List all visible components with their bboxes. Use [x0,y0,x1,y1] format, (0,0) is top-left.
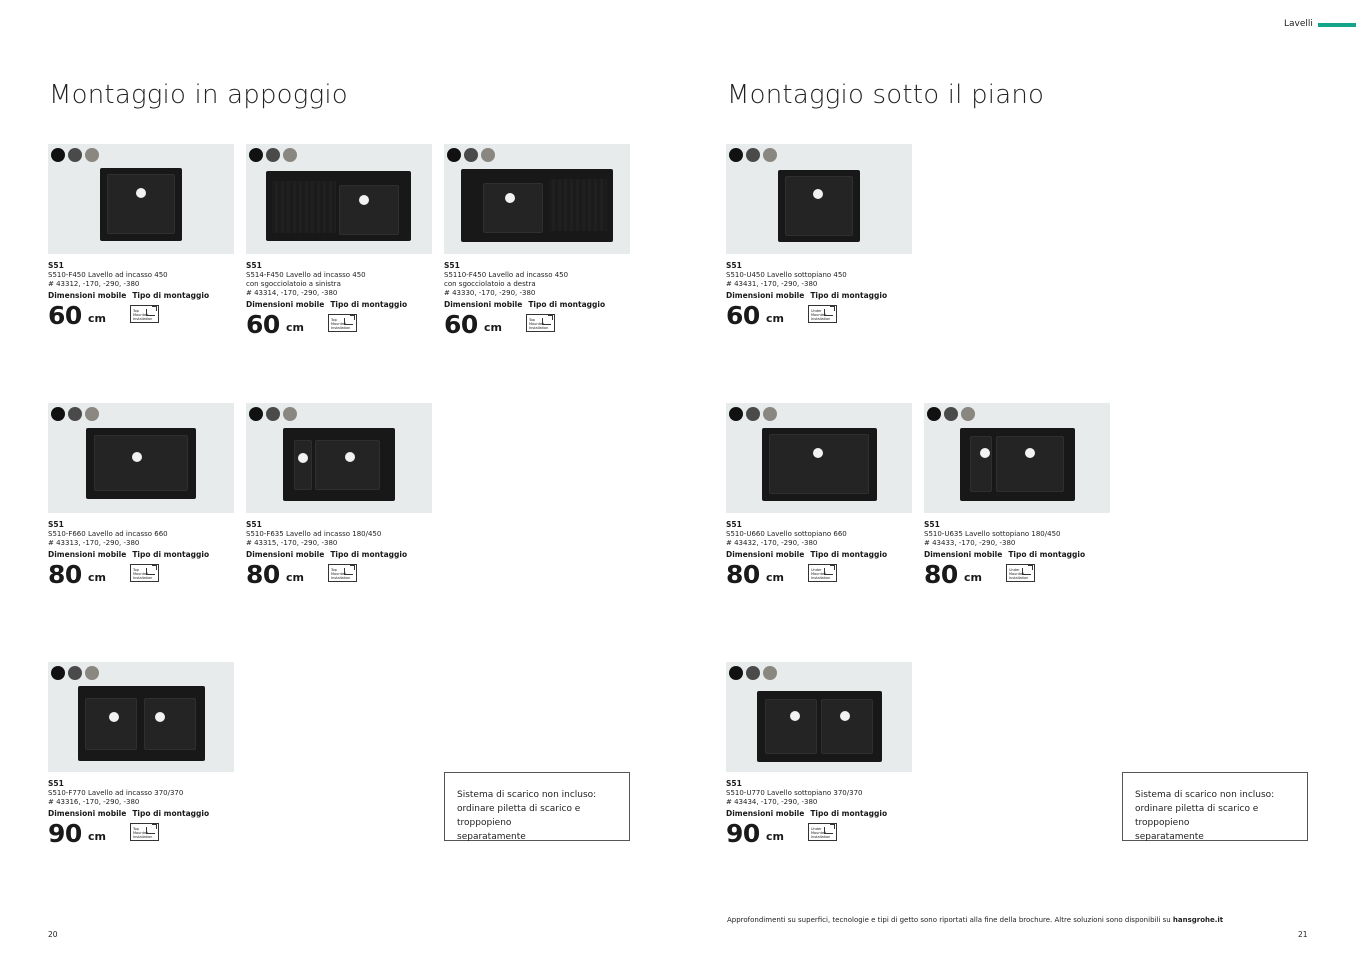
spec-labels [444,300,630,310]
dimension-label: Dimensioni mobile [48,550,127,559]
color-swatch[interactable] [464,148,478,162]
color-swatch[interactable] [51,148,65,162]
color-swatch[interactable] [85,148,99,162]
size-unit: cm [88,312,106,325]
mount-type-icon [526,314,555,332]
product-card[interactable] [48,662,234,849]
mount-type-icon [328,314,357,332]
color-options [51,148,99,162]
mount-type-text: Under Mounted Installation [811,827,831,839]
cabinet-size: 80 [48,560,82,589]
product-image[interactable] [48,144,234,254]
dimension-label: Dimensioni mobile [924,550,1003,559]
dimension-label: Dimensioni mobile [48,291,127,300]
dimension-label: Dimensioni mobile [726,550,805,559]
mount-type-text: Top Mounted Installation [331,318,351,330]
color-options [447,148,495,162]
product-detail: con sgocciolatoio a sinistra [246,280,341,288]
product-detail: # 43316, -170, -290, -380 [48,798,140,806]
mount-type-text: Top Mounted Installation [133,568,153,580]
product-series: S51 [48,520,64,529]
color-swatch[interactable] [763,407,777,421]
color-swatch[interactable] [447,148,461,162]
mount-type-icon [808,564,837,582]
spec-labels [48,291,234,301]
cabinet-size: 60 [726,301,760,330]
note-line: Sistema di scarico non incluso: [1135,790,1275,800]
product-series: S51 [726,520,742,529]
color-options [51,407,99,421]
size-unit: cm [964,571,982,584]
product-card[interactable] [246,403,432,590]
color-swatch[interactable] [266,148,280,162]
left-section-title: Montaggio in appoggio [49,80,348,110]
page-number-left: 20 [48,930,58,939]
product-image[interactable] [726,403,912,513]
mount-type-icon [808,823,837,841]
installation-glyph [344,318,353,325]
product-name: S510-F770 Lavello ad incasso 370/370 [48,789,184,797]
product-series: S51 [924,520,940,529]
product-image[interactable] [246,144,432,254]
color-swatch[interactable] [944,407,958,421]
product-image[interactable] [444,144,630,254]
product-series: S51 [726,779,742,788]
color-swatch[interactable] [729,666,743,680]
mount-type-text: Top Mounted Installation [133,309,153,321]
installation-glyph [824,309,833,316]
size-unit: cm [766,830,784,843]
product-card[interactable] [726,144,912,331]
size-row [444,310,630,340]
mount-type-label: Tipo di montaggio [330,550,408,559]
page-number-right: 21 [1298,930,1308,939]
product-detail: # 43312, -170, -290, -380 [48,280,140,288]
drain-note-right [1122,772,1308,841]
product-codes: # 43330, -170, -290, -380 [444,289,536,297]
color-swatch[interactable] [68,148,82,162]
website-link[interactable]: hansgrohe.it [1172,916,1224,924]
color-swatch[interactable] [481,148,495,162]
note-line: separatamente [1135,832,1204,842]
size-row [924,560,1110,590]
product-image[interactable] [924,403,1110,513]
product-card[interactable] [48,403,234,590]
color-options [729,148,777,162]
header-section-label: Lavelli [1284,19,1313,29]
product-series: S51 [726,261,742,270]
color-swatch[interactable] [763,148,777,162]
size-row [726,301,912,331]
spec-labels [48,550,234,560]
product-name: S514-F450 Lavello ad incasso 450 [246,271,366,279]
dimension-label: Dimensioni mobile [246,550,325,559]
installation-glyph [146,309,155,316]
mount-type-label: Tipo di montaggio [810,550,888,559]
size-row [48,560,234,590]
color-swatch[interactable] [249,148,263,162]
color-swatch[interactable] [283,148,297,162]
size-unit: cm [766,312,784,325]
product-image[interactable] [726,144,912,254]
product-name: S510-F635 Lavello ad incasso 180/450 [246,530,382,538]
product-detail: # 43313, -170, -290, -380 [48,539,140,547]
product-detail: # 43434, -170, -290, -380 [726,798,818,806]
product-series: S51 [48,779,64,788]
color-swatch[interactable] [85,407,99,421]
mount-type-label: Tipo di montaggio [132,809,210,818]
dimension-label: Dimensioni mobile [726,291,805,300]
mount-type-icon [130,305,159,323]
product-image[interactable] [48,662,234,772]
mount-type-label: Tipo di montaggio [1008,550,1086,559]
note-line: ordinare piletta di scarico e troppopieno [1135,804,1259,828]
mount-type-text: Under Mounted Installation [811,568,831,580]
product-image[interactable] [48,403,234,513]
color-swatch[interactable] [763,666,777,680]
product-detail: # 43433, -170, -290, -380 [924,539,1016,547]
spec-labels [246,550,432,560]
spec-labels [726,550,912,560]
product-name: S510-F450 Lavello ad incasso 450 [48,271,168,279]
product-image[interactable] [246,403,432,513]
product-detail: # 43431, -170, -290, -380 [726,280,818,288]
drain-note-left [444,772,630,841]
installation-glyph [824,827,833,834]
mount-type-label: Tipo di montaggio [330,300,408,309]
mount-type-icon [328,564,357,582]
footnote [727,916,1223,924]
size-unit: cm [484,321,502,334]
product-detail: # 43315, -170, -290, -380 [246,539,338,547]
product-card[interactable] [726,662,912,849]
mount-type-icon [130,823,159,841]
mount-type-label: Tipo di montaggio [810,291,888,300]
cabinet-size: 60 [246,310,280,339]
dimension-label: Dimensioni mobile [48,809,127,818]
color-swatch[interactable] [746,148,760,162]
color-options [249,407,297,421]
product-name: S5110-F450 Lavello ad incasso 450 [444,271,569,279]
cabinet-size: 60 [444,310,478,339]
color-options [51,666,99,680]
spec-labels [726,291,912,301]
note-line: ordinare piletta di scarico e troppopieno [457,804,581,828]
size-unit: cm [286,571,304,584]
product-name: S510-F660 Lavello ad incasso 660 [48,530,168,538]
mount-type-text: Under Mounted Installation [811,309,831,321]
size-row [48,301,234,331]
spec-labels [48,809,234,819]
product-detail: # 43432, -170, -290, -380 [726,539,818,547]
color-options [729,407,777,421]
dimension-label: Dimensioni mobile [726,809,805,818]
product-series: S51 [246,261,262,270]
color-swatch[interactable] [927,407,941,421]
note-line: Sistema di scarico non incluso: [457,790,597,800]
color-swatch[interactable] [283,407,297,421]
product-series: S51 [246,520,262,529]
mount-type-icon [1006,564,1035,582]
product-series: S51 [444,261,460,270]
spec-labels [726,809,912,819]
color-swatch[interactable] [729,148,743,162]
product-name: S510-U770 Lavello sottopiano 370/370 [726,789,863,797]
color-swatch[interactable] [68,666,82,680]
mount-type-label: Tipo di montaggio [810,809,888,818]
product-card[interactable] [726,403,912,590]
size-unit: cm [88,830,106,843]
color-swatch[interactable] [729,407,743,421]
dimension-label: Dimensioni mobile [444,300,523,309]
cabinet-size: 80 [924,560,958,589]
product-detail: con sgocciolatoio a destra [444,280,536,288]
size-row [48,819,234,849]
color-swatch[interactable] [266,407,280,421]
product-card[interactable] [48,144,234,331]
cabinet-size: 60 [48,301,82,330]
mount-type-text: Top Mounted Installation [331,568,351,580]
product-codes: # 43314, -170, -290, -380 [246,289,338,297]
mount-type-label: Tipo di montaggio [132,550,210,559]
installation-glyph [344,568,353,575]
installation-glyph [1022,568,1031,575]
product-series: S51 [48,261,64,270]
mount-type-label: Tipo di montaggio [528,300,606,309]
installation-glyph [146,568,155,575]
product-card[interactable] [444,144,630,340]
size-row [726,560,912,590]
color-swatch[interactable] [249,407,263,421]
color-options [249,148,297,162]
spec-labels [924,550,1110,560]
product-name: S510-U450 Lavello sottopiano 450 [726,271,847,279]
size-unit: cm [286,321,304,334]
mount-type-label: Tipo di montaggio [132,291,210,300]
color-options [729,666,777,680]
installation-glyph [146,827,155,834]
installation-glyph [542,318,551,325]
cabinet-size: 80 [726,560,760,589]
color-swatch[interactable] [746,407,760,421]
product-name: S510-U660 Lavello sottopiano 660 [726,530,847,538]
color-options [927,407,975,421]
size-row [246,310,432,340]
dimension-label: Dimensioni mobile [246,300,325,309]
footnote-text: Approfondimenti su superfici, tecnologie e tipi di getto sono riportati alla fine della brochure. Altre soluzioni sono disponibili su [727,916,1173,924]
color-swatch[interactable] [746,666,760,680]
size-unit: cm [766,571,784,584]
size-row [246,560,432,590]
mount-type-icon [130,564,159,582]
mount-type-text: Top Mounted Installation [529,318,549,330]
product-card[interactable] [246,144,432,340]
mount-type-text: Under Mounted Installation [1009,568,1029,580]
size-unit: cm [88,571,106,584]
product-card[interactable] [924,403,1110,590]
color-swatch[interactable] [961,407,975,421]
color-swatch[interactable] [51,407,65,421]
mount-type-icon [808,305,837,323]
product-image[interactable] [726,662,912,772]
cabinet-size: 90 [48,819,82,848]
right-section-title: Montaggio sotto il piano [727,80,1045,110]
mount-type-text: Top Mounted Installation [133,827,153,839]
cabinet-size: 90 [726,819,760,848]
note-line: separatamente [457,832,526,842]
color-swatch[interactable] [68,407,82,421]
product-name: S510-U635 Lavello sottopiano 180/450 [924,530,1061,538]
cabinet-size: 80 [246,560,280,589]
color-swatch[interactable] [51,666,65,680]
header-accent-bar [1318,23,1356,27]
color-swatch[interactable] [85,666,99,680]
size-row [726,819,912,849]
installation-glyph [824,568,833,575]
spec-labels [246,300,432,310]
